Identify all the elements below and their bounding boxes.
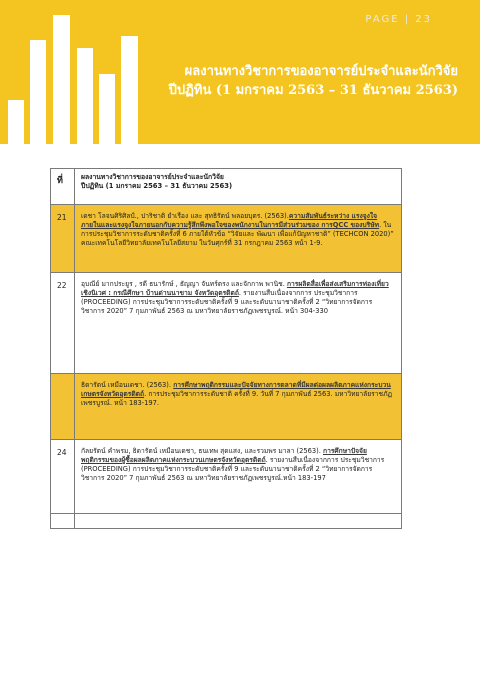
row-number: 21 [51,205,75,273]
row-number: 24 [51,440,75,514]
decorative-bar [30,40,46,144]
table-header-row [51,169,402,205]
citation-authors: อุบณีย์ มากประยูร , รดี ธนารักษ์ , ธัญญา จันทร์ตรง และจักกาพ พานิช. [81,280,285,288]
citation [75,273,402,374]
row-number: 22 [51,273,75,374]
decorative-bar [77,48,93,144]
academic-works-table [50,168,402,529]
citation-title: การศึกษาปัจจัยพฤติกรรมของผู้ซื้อผลผลิตภาคแห่งกระบวนเกษตรจังหวัดอุตรดิตถ์ [81,447,367,464]
citation-title: ความสัมพันธ์ระหว่าง แรงจูงใจภายในและแรงจูงใจภายนอกกับความรู้สึกพึงพอใจของพนักงานในการมีส่วนร่วมของ การQCC ของบริษัท [81,212,380,229]
citation-details: . การประชุมวิชาการระดับชาติ ครั้งที่ 9. วันที่ 7 กุมภาพันธ์ 2563. มหาวิทยาลัยราชภัฏเพชรบูรณ์. หน้า 183-197. [81,390,392,407]
citation [75,205,402,273]
header-banner [0,0,480,144]
decorative-bar [8,100,24,144]
empty-cell [51,514,75,529]
table-row [51,205,402,273]
column-header-content-line2: ปีปฏิทิน (1 มกราคม 2563 – 31 ธันวาคม 2563) [81,182,233,190]
decorative-bar [99,74,115,144]
citation-authors: ธิดารัตน์ เหมือนเดชา. (2563). [81,381,172,389]
empty-cell [75,514,402,529]
page-title-line1: ผลงานทางวิชาการของอาจารย์ประจำและนักวิจัย [184,64,458,79]
citation-authors: เดชา โลจนศิริศิลป์., ปาริชาติ ยำเรือง และ สุทธิรัตน์ พลอยบุตร. (2563). [81,212,289,220]
page-title-line2: ปีปฏิทิน (1 มกราคม 2563 – 31 ธันวาคม 2563) [168,83,458,98]
page-title [138,62,458,100]
citation-authors: กัลยรัตน์ คำพรม, ธิดารัตน์ เหมือนเดชา, ธนเทพ สุดแสง, และรวมพร มาลา (2563). [81,447,321,455]
decorative-bar [121,36,138,144]
column-header-content [75,169,402,205]
column-header-content-line1: ผลงานทางวิชาการของอาจารย์ประจำและนักวิจัย [81,173,224,181]
table-row [51,374,402,440]
column-header-no: ที่ [51,169,75,205]
citation-details: . รายงานสืบเนื่องจากการ ประชุมวิชาการ (PROCEEDING) การประชุมวิชาการระดับชาติครั้งที่ 9 และระดับนานาชาติครั้งที่ 2 “วิทยาการจัดการวิชาการ 2020” 7 กุมภาพันธ์ 2563 ณ มหาวิทยาลัยราชภัฏเพชรบูรณ์. หน้า 304-330 [81,289,373,315]
table-row [51,273,402,374]
table-row [51,440,402,514]
citation [75,374,402,440]
row-number [51,374,75,440]
table-row-empty [51,514,402,529]
citation-details: . ใน การประชุมวิชาการระดับชาติครั้งที่ 6 ภายใต้หัวข้อ “วิจัยและ พัฒนา เพื่อแก้ปัญหาชาติ” (TECHCON 2020)” คณะเทคโนโลยีวิทยาลัยเทคโนโลยีสยาม ในวันศุกร์ที่ 31 กรกฎาคม 2563 หน้า 1-9. [81,221,394,247]
decorative-bar [53,15,70,144]
citation-title: การศึกษาพฤติกรรมและปัจจัยทางการตลาดที่มีผลต่อผลผลิตภาคแห่งกระบวนเกษตรจังหวัดอุตรดิตถ์ [81,381,391,398]
citation-details: . รายงานสืบเนื่องจากการ ประชุมวิชาการ (PROCEEDING) การประชุมวิชาการระดับชาติครั้งที่ 9 และระดับนานาชาติครั้งที่ 2 “วิทยาการจัดการวิชาการ 2020” 7 กุมภาพันธ์ 2563 ณ มหาวิทยาลัยราชภัฏเพชรบูรณ์.หน้า 183-197 [81,456,385,482]
citation-title: การผลิตสื่อเพื่อส่งเสริมการท่องเที่ยวเชิงนิเวศ : กรณีศึกษา บ้านด่านนาขาม จังหวัดอุตรดิตถ์ [81,280,389,297]
citation [75,440,402,514]
page-number: PAGE | 23 [365,14,432,25]
